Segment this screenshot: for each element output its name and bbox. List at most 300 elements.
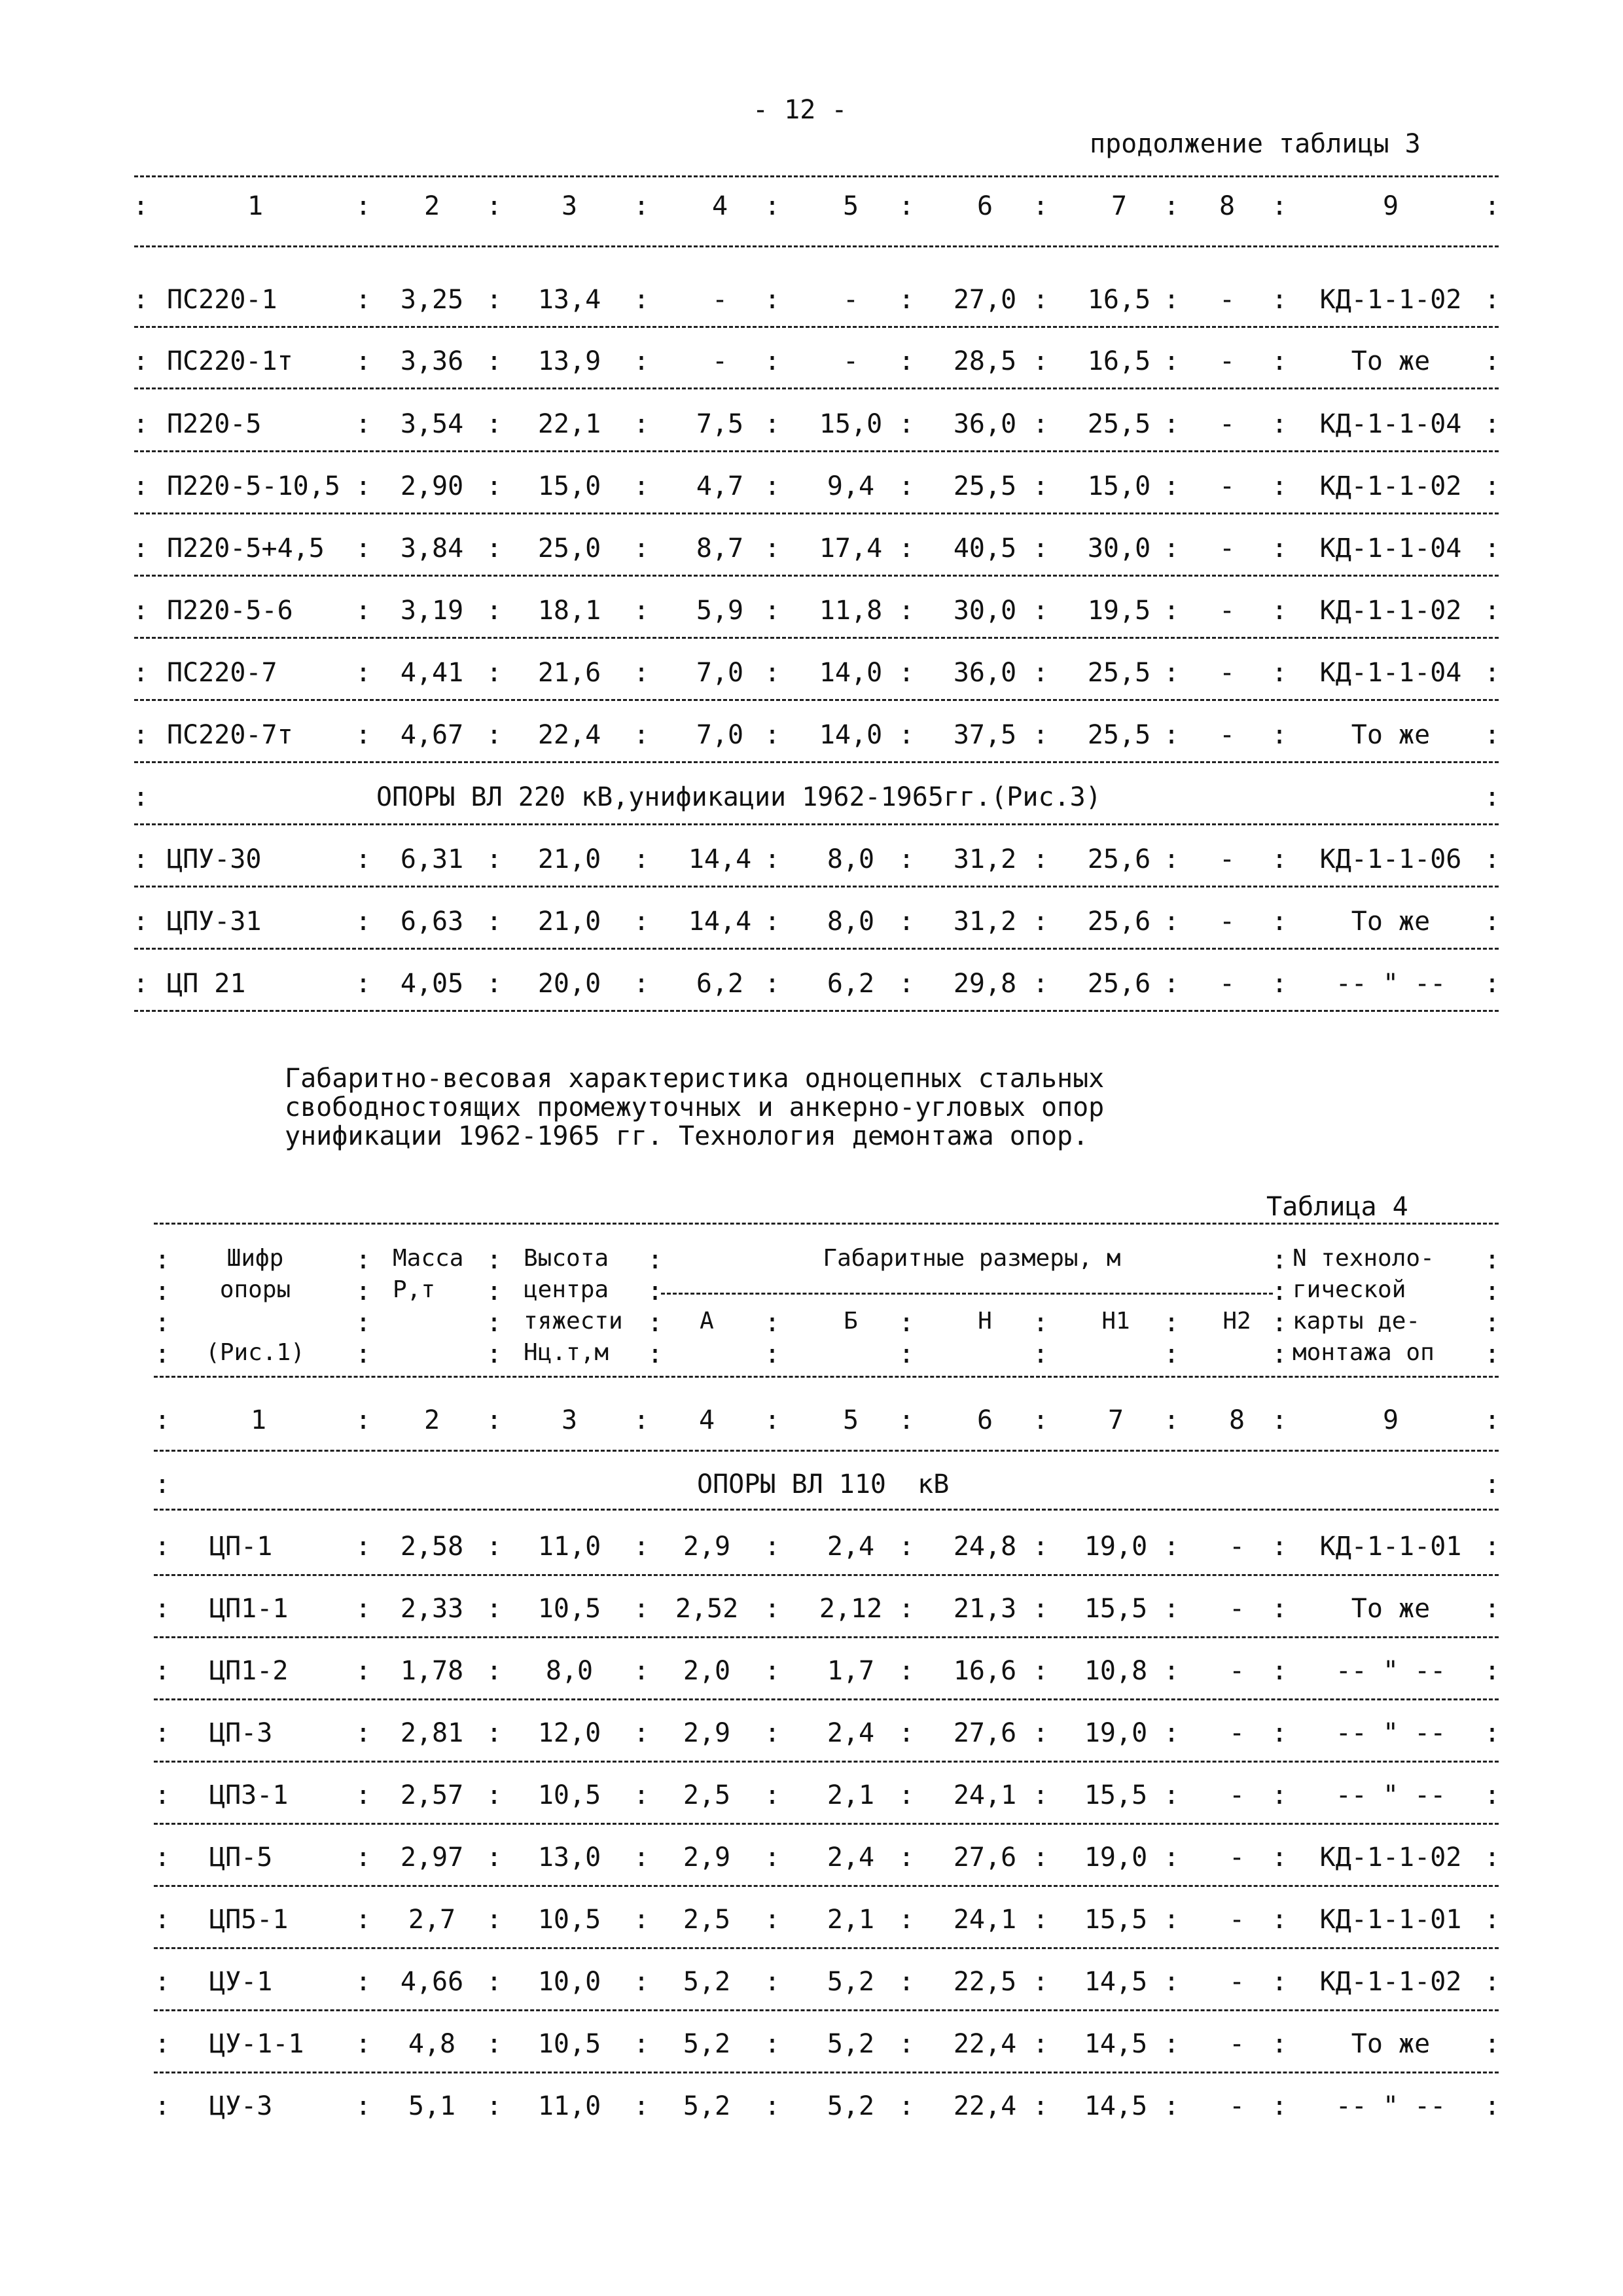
column-separator: :	[1032, 409, 1049, 439]
column-separator: :	[154, 1339, 171, 1369]
column-separator: :	[898, 1842, 915, 1873]
column-separator: :	[898, 471, 915, 501]
table-cell: 18,1	[537, 596, 601, 626]
table-cell: 2,7	[408, 1905, 456, 1935]
table-cell: 30,0	[953, 596, 1017, 626]
column-separator: :	[355, 533, 372, 564]
table-cell: -	[711, 346, 728, 376]
table-cell: -	[1228, 1905, 1245, 1935]
table-cell-card: КД-1-1-04	[1319, 409, 1462, 439]
caption-line: свободностоящих промежуточных и анкерно-угловых опор	[285, 1092, 1105, 1122]
column-separator: :	[1032, 1339, 1049, 1369]
table-cell: 17,4	[819, 533, 883, 564]
table-cell: 8,7	[696, 533, 744, 564]
column-separator: :	[1163, 1339, 1180, 1369]
row-divider	[154, 1376, 1499, 1378]
column-separator: :	[355, 1842, 372, 1873]
row-divider	[154, 1223, 1499, 1225]
column-separator: :	[1163, 1718, 1180, 1748]
pole-code: ПС220-7т	[167, 720, 293, 750]
header-card: монтажа оп	[1293, 1339, 1435, 1366]
column-separator: :	[633, 409, 650, 439]
table-cell: 25,6	[1087, 844, 1151, 874]
table-cell: 4,7	[696, 471, 744, 501]
column-separator: :	[1484, 191, 1501, 221]
column-separator: :	[633, 533, 650, 564]
table-cell: 4,66	[400, 1967, 464, 1997]
table-cell-card: КД-1-1-04	[1319, 533, 1462, 564]
column-separator: :	[355, 1308, 372, 1338]
column-separator: :	[355, 471, 372, 501]
column-separator: :	[1484, 471, 1501, 501]
table-cell: 1,78	[400, 1656, 464, 1686]
table-cell: 2,57	[400, 1780, 464, 1810]
column-number: 4	[698, 1405, 715, 1435]
table-cell: -	[1228, 1532, 1245, 1562]
column-separator: :	[1163, 285, 1180, 315]
table-cell: 22,4	[953, 2091, 1017, 2121]
caption-line: унификации 1962-1965 гг. Технология демонтажа опор.	[285, 1121, 1089, 1151]
row-divider	[154, 1823, 1499, 1825]
table-cell: 5,2	[683, 2029, 731, 2059]
table-4-label: Таблица 4	[1266, 1192, 1408, 1222]
table-cell: 6,63	[400, 906, 464, 937]
column-separator: :	[1032, 1594, 1049, 1624]
column-separator: :	[633, 285, 650, 315]
table-cell: 25,5	[953, 471, 1017, 501]
column-separator: :	[1484, 782, 1501, 812]
column-separator: :	[1032, 1308, 1049, 1338]
column-separator: :	[898, 2029, 915, 2059]
table-cell: -	[1228, 1842, 1245, 1873]
column-separator: :	[898, 906, 915, 937]
column-separator: :	[486, 1718, 503, 1748]
table-cell: 5,2	[683, 1967, 731, 1997]
caption-line: Габаритно-весовая характеристика одноцепных стальных	[285, 1064, 1105, 1094]
column-separator: :	[764, 1532, 781, 1562]
column-separator: :	[355, 2029, 372, 2059]
table-cell: 5,2	[827, 2029, 875, 2059]
column-separator: :	[355, 1718, 372, 1748]
pole-code: ЦП 21	[167, 969, 246, 999]
column-separator: :	[898, 1308, 915, 1338]
table-cell: 2,90	[400, 471, 464, 501]
column-separator: :	[633, 844, 650, 874]
column-separator: :	[355, 969, 372, 999]
table-cell: -	[1228, 2091, 1245, 2121]
column-separator: :	[154, 1469, 171, 1499]
column-separator: :	[486, 409, 503, 439]
column-separator: :	[486, 1339, 503, 1369]
row-divider	[134, 823, 1499, 825]
column-separator: :	[1032, 285, 1049, 315]
table-cell-card: То же	[1351, 346, 1431, 376]
column-separator: :	[1163, 346, 1180, 376]
column-separator: :	[1032, 1532, 1049, 1562]
column-separator: :	[1032, 2091, 1049, 2121]
column-separator: :	[132, 346, 149, 376]
column-separator: :	[355, 1339, 372, 1369]
column-separator: :	[355, 906, 372, 937]
column-separator: :	[1032, 906, 1049, 937]
table-cell-card: КД-1-1-02	[1319, 1967, 1462, 1997]
table-cell-card: КД-1-1-01	[1319, 1532, 1462, 1562]
column-separator: :	[1163, 720, 1180, 750]
column-separator: :	[1271, 1967, 1288, 1997]
column-number: 1	[247, 191, 264, 221]
column-separator: :	[486, 2091, 503, 2121]
column-separator: :	[1032, 471, 1049, 501]
column-separator: :	[1271, 346, 1288, 376]
column-separator: :	[1484, 1469, 1501, 1499]
column-separator: :	[1032, 969, 1049, 999]
table-cell: 21,6	[537, 658, 601, 688]
header-dim: Н	[978, 1308, 992, 1335]
column-separator: :	[1484, 1308, 1501, 1338]
column-separator: :	[486, 1905, 503, 1935]
row-divider	[154, 2072, 1499, 2073]
table-cell: 22,4	[953, 2029, 1017, 2059]
header-dimensions: Габаритные размеры, м	[823, 1245, 1121, 1272]
table-cell: 13,4	[537, 285, 601, 315]
pole-code: ЦПУ-30	[167, 844, 262, 874]
row-divider	[134, 450, 1499, 452]
column-separator: :	[1484, 1656, 1501, 1686]
column-separator: :	[1271, 658, 1288, 688]
column-separator: :	[1032, 191, 1049, 221]
row-divider	[134, 761, 1499, 763]
column-separator: :	[898, 191, 915, 221]
table-cell: 15,0	[1087, 471, 1151, 501]
section-title: ОПОРЫ ВЛ 220 кВ,унификации 1962-1965гг.(Рис.3)	[376, 782, 1101, 812]
column-separator: :	[1484, 2091, 1501, 2121]
column-separator: :	[355, 1245, 372, 1275]
column-separator: :	[1271, 969, 1288, 999]
column-separator: :	[1163, 658, 1180, 688]
row-divider	[134, 512, 1499, 514]
row-divider	[134, 245, 1499, 247]
column-separator: :	[1271, 720, 1288, 750]
pole-code: ЦУ-3	[209, 2091, 273, 2121]
table-cell: 25,5	[1087, 409, 1151, 439]
column-number: 9	[1382, 191, 1399, 221]
header-mass: Масса	[393, 1245, 464, 1272]
column-separator: :	[154, 1656, 171, 1686]
column-separator: :	[154, 1532, 171, 1562]
column-separator: :	[132, 906, 149, 937]
table-cell: 1,7	[827, 1656, 875, 1686]
column-separator: :	[486, 906, 503, 937]
column-separator: :	[1271, 1656, 1288, 1686]
table-cell: 10,0	[537, 1967, 601, 1997]
column-separator: :	[1271, 533, 1288, 564]
table-cell-card: -- " --	[1335, 969, 1446, 999]
column-separator: :	[1163, 471, 1180, 501]
table-cell: 2,81	[400, 1718, 464, 1748]
column-separator: :	[154, 1905, 171, 1935]
column-separator: :	[1484, 1405, 1501, 1435]
column-separator: :	[898, 969, 915, 999]
table-cell: 2,5	[683, 1905, 731, 1935]
table-cell: 2,4	[827, 1532, 875, 1562]
table-cell: 2,4	[827, 1842, 875, 1873]
row-divider	[154, 1761, 1499, 1763]
table-cell: 14,5	[1084, 1967, 1148, 1997]
column-separator: :	[898, 409, 915, 439]
header-cipher: (Рис.1)	[205, 1339, 305, 1366]
pole-code: ЦПУ-31	[167, 906, 262, 937]
column-separator: :	[1484, 1532, 1501, 1562]
column-separator: :	[486, 1967, 503, 1997]
column-separator: :	[355, 844, 372, 874]
column-separator: :	[486, 969, 503, 999]
table-cell: 37,5	[953, 720, 1017, 750]
column-separator: :	[633, 1594, 650, 1624]
header-cipher: опоры	[219, 1276, 291, 1303]
column-separator: :	[1163, 1532, 1180, 1562]
pole-code: ЦП-5	[209, 1842, 273, 1873]
column-separator: :	[1163, 533, 1180, 564]
column-separator: :	[1163, 1780, 1180, 1810]
table-cell: 5,2	[827, 2091, 875, 2121]
column-separator: :	[633, 346, 650, 376]
column-separator: :	[764, 1594, 781, 1624]
column-separator: :	[633, 471, 650, 501]
column-separator: :	[1484, 906, 1501, 937]
column-number: 8	[1228, 1405, 1245, 1435]
column-separator: :	[486, 1656, 503, 1686]
column-separator: :	[1032, 533, 1049, 564]
column-separator: :	[764, 1967, 781, 1997]
row-divider	[134, 948, 1499, 950]
header-card: карты де-	[1293, 1308, 1421, 1335]
table-cell: 4,8	[408, 2029, 456, 2059]
column-separator: :	[132, 409, 149, 439]
column-separator: :	[1271, 1594, 1288, 1624]
column-separator: :	[355, 1905, 372, 1935]
column-separator: :	[1271, 1532, 1288, 1562]
pole-code: ЦП1-1	[209, 1594, 289, 1624]
column-separator: :	[1271, 471, 1288, 501]
column-number: 7	[1111, 191, 1128, 221]
column-separator: :	[1484, 1718, 1501, 1748]
table-cell: 5,2	[827, 1967, 875, 1997]
pole-code: ЦП1-2	[209, 1656, 289, 1686]
column-separator: :	[1032, 1405, 1049, 1435]
column-separator: :	[1271, 1905, 1288, 1935]
table-cell-card: КД-1-1-04	[1319, 658, 1462, 688]
header-card: гической	[1293, 1276, 1406, 1303]
table-cell: -	[1219, 596, 1236, 626]
column-separator: :	[633, 1656, 650, 1686]
column-separator: :	[1484, 1780, 1501, 1810]
table-cell: 2,9	[683, 1718, 731, 1748]
column-separator: :	[154, 1276, 171, 1306]
column-separator: :	[764, 720, 781, 750]
column-separator: :	[355, 596, 372, 626]
row-divider	[134, 175, 1499, 177]
column-number: 5	[842, 1405, 859, 1435]
table-cell: 2,0	[683, 1656, 731, 1686]
column-separator: :	[1484, 2029, 1501, 2059]
column-separator: :	[1271, 1276, 1288, 1306]
table-cell: -	[1219, 969, 1236, 999]
table-cell: 2,97	[400, 1842, 464, 1873]
column-separator: :	[154, 1780, 171, 1810]
column-separator: :	[1271, 1780, 1288, 1810]
column-separator: :	[154, 2091, 171, 2121]
table-cell: -	[1219, 409, 1236, 439]
table-cell: 16,5	[1087, 285, 1151, 315]
column-separator: :	[132, 969, 149, 999]
pole-code: ЦУ-1	[209, 1967, 273, 1997]
table-cell: 8,0	[545, 1656, 594, 1686]
pole-code: ПС220-1	[167, 285, 277, 315]
column-number: 2	[423, 1405, 440, 1435]
column-separator: :	[1484, 409, 1501, 439]
table-cell: -	[1219, 906, 1236, 937]
row-divider	[154, 1947, 1499, 1949]
table-cell: 25,5	[1087, 658, 1151, 688]
column-separator: :	[1163, 906, 1180, 937]
table-cell: -	[842, 346, 859, 376]
column-separator: :	[154, 1405, 171, 1435]
column-separator: :	[1484, 844, 1501, 874]
row-divider	[134, 637, 1499, 639]
column-separator: :	[898, 658, 915, 688]
table-cell: 6,31	[400, 844, 464, 874]
header-dim: Н1	[1101, 1308, 1130, 1335]
column-separator: :	[764, 1405, 781, 1435]
table-cell: 4,41	[400, 658, 464, 688]
table-cell: 15,5	[1084, 1780, 1148, 1810]
column-separator: :	[633, 596, 650, 626]
column-number: 3	[561, 1405, 578, 1435]
continuation-label: продолжение таблицы 3	[1090, 129, 1421, 159]
column-separator: :	[1032, 1718, 1049, 1748]
column-separator: :	[1032, 844, 1049, 874]
table-cell: -	[1228, 1594, 1245, 1624]
column-separator: :	[898, 1656, 915, 1686]
table-cell: 25,6	[1087, 906, 1151, 937]
column-separator: :	[154, 1245, 171, 1275]
column-separator: :	[898, 1405, 915, 1435]
table-cell: 5,1	[408, 2091, 456, 2121]
column-separator: :	[898, 720, 915, 750]
column-separator: :	[1163, 1905, 1180, 1935]
table-cell: 14,5	[1084, 2029, 1148, 2059]
column-separator: :	[1484, 346, 1501, 376]
column-separator: :	[898, 2091, 915, 2121]
table-cell: 2,1	[827, 1780, 875, 1810]
column-separator: :	[898, 1967, 915, 1997]
row-divider	[154, 1509, 1499, 1511]
column-separator: :	[1484, 720, 1501, 750]
column-separator: :	[486, 844, 503, 874]
table-cell: 14,0	[819, 720, 883, 750]
table-cell: 25,5	[1087, 720, 1151, 750]
column-separator: :	[764, 191, 781, 221]
column-separator: :	[1271, 596, 1288, 626]
table-cell: -	[1219, 720, 1236, 750]
table-cell: 40,5	[953, 533, 1017, 564]
column-separator: :	[764, 1905, 781, 1935]
table-cell: 24,8	[953, 1532, 1017, 1562]
table-cell-card: То же	[1351, 720, 1431, 750]
table-cell: 13,9	[537, 346, 601, 376]
header-height: тяжести	[524, 1308, 623, 1335]
table-cell: 3,25	[400, 285, 464, 315]
row-divider	[134, 1010, 1499, 1012]
table-cell: 11,0	[537, 1532, 601, 1562]
column-separator: :	[355, 1594, 372, 1624]
table-cell: 2,9	[683, 1842, 731, 1873]
table-cell: 2,52	[675, 1594, 739, 1624]
table-cell: 16,6	[953, 1656, 1017, 1686]
pole-code: П220-5-6	[167, 596, 293, 626]
column-separator: :	[486, 191, 503, 221]
column-separator: :	[647, 1245, 664, 1275]
column-separator: :	[633, 1842, 650, 1873]
row-divider	[154, 1698, 1499, 1700]
column-separator: :	[764, 1842, 781, 1873]
column-separator: :	[132, 658, 149, 688]
column-separator: :	[764, 906, 781, 937]
column-separator: :	[898, 285, 915, 315]
column-separator: :	[633, 2029, 650, 2059]
table-cell: 4,67	[400, 720, 464, 750]
column-separator: :	[1271, 1245, 1288, 1275]
table-cell: -	[1219, 533, 1236, 564]
table-cell: 15,5	[1084, 1905, 1148, 1935]
table-cell: 21,0	[537, 906, 601, 937]
column-separator: :	[154, 2029, 171, 2059]
column-separator: :	[1032, 1780, 1049, 1810]
column-separator: :	[355, 1656, 372, 1686]
table-cell: 27,6	[953, 1842, 1017, 1873]
table-cell: -	[1228, 2029, 1245, 2059]
column-separator: :	[486, 1842, 503, 1873]
table-cell: 24,1	[953, 1905, 1017, 1935]
table-cell: 36,0	[953, 409, 1017, 439]
column-separator: :	[486, 720, 503, 750]
table-cell-card: КД-1-1-02	[1319, 285, 1462, 315]
table-cell: 3,19	[400, 596, 464, 626]
column-separator: :	[1484, 658, 1501, 688]
table-cell: 29,8	[953, 969, 1017, 999]
table-cell: 5,2	[683, 2091, 731, 2121]
table-cell-card: КД-1-1-02	[1319, 1842, 1462, 1873]
column-number: 8	[1219, 191, 1236, 221]
table-cell: 10,5	[537, 2029, 601, 2059]
column-separator: :	[486, 285, 503, 315]
column-separator: :	[1032, 1656, 1049, 1686]
header-dim: Н2	[1222, 1308, 1251, 1335]
table-cell: 15,5	[1084, 1594, 1148, 1624]
row-divider	[134, 326, 1499, 328]
column-separator: :	[486, 1276, 503, 1306]
column-separator: :	[898, 1718, 915, 1748]
column-separator: :	[1032, 1905, 1049, 1935]
table-cell: 2,33	[400, 1594, 464, 1624]
table-cell: 8,0	[827, 844, 875, 874]
column-number: 5	[842, 191, 859, 221]
column-separator: :	[1163, 2091, 1180, 2121]
column-separator: :	[154, 1594, 171, 1624]
table-cell: 2,5	[683, 1780, 731, 1810]
table-cell: 8,0	[827, 906, 875, 937]
pole-code: ЦП5-1	[209, 1905, 289, 1935]
